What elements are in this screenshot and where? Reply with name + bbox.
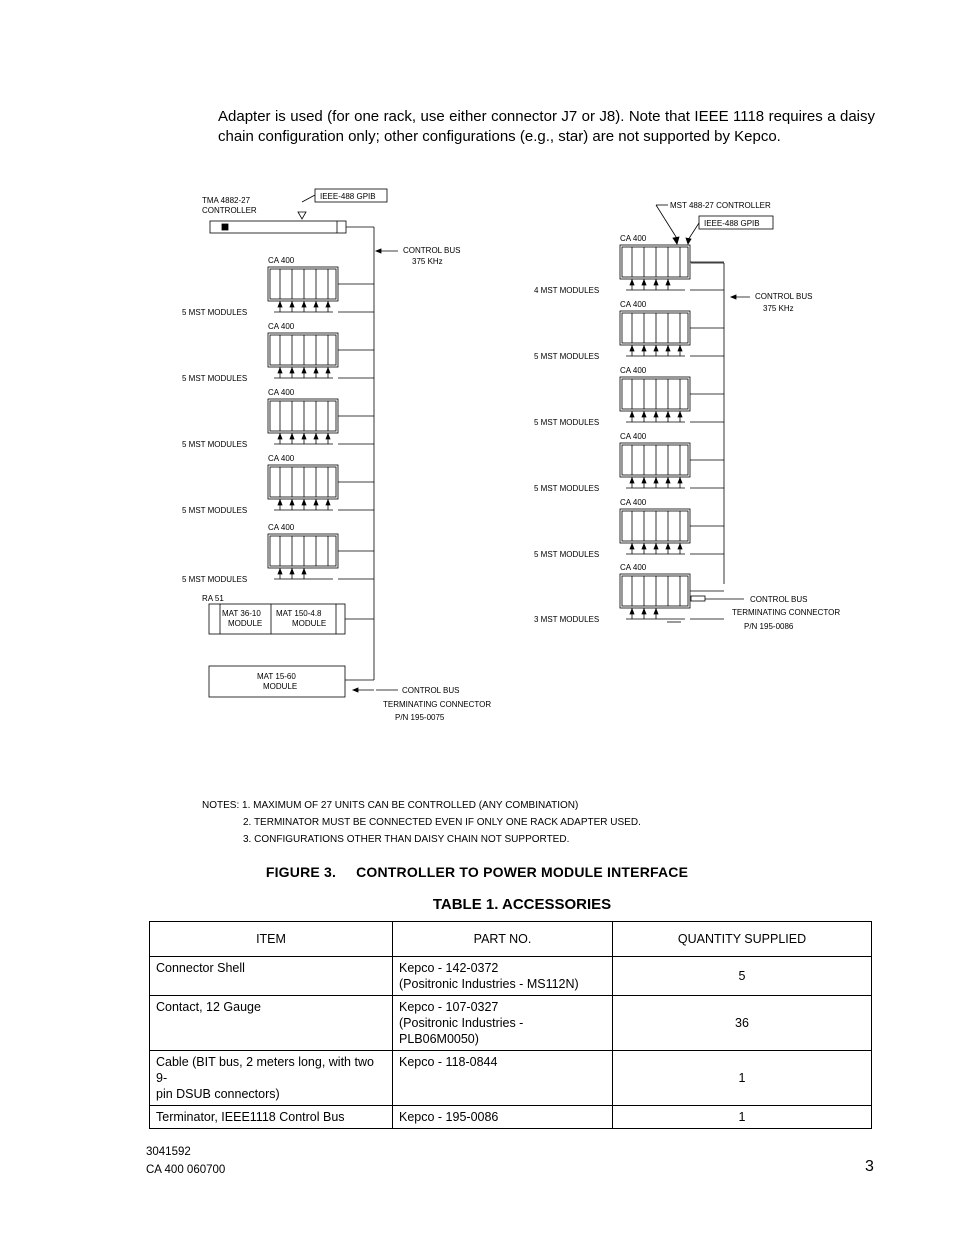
qty-cell: 5 <box>613 957 872 996</box>
page-number: 3 <box>865 1158 874 1175</box>
table-row <box>150 957 872 996</box>
item-cell: Cable (BIT bus, 2 meters long, with two 9- pin DSUB connectors) <box>150 1051 393 1106</box>
ca400-rack <box>268 534 338 568</box>
item-cell: Terminator, IEEE1118 Control Bus <box>150 1106 393 1129</box>
ca400-rack <box>620 509 690 543</box>
right-term-1: CONTROL BUS <box>750 595 808 604</box>
table-header-row <box>150 922 872 957</box>
mst-modules-label: 4 MST MODULES <box>534 286 600 295</box>
mat-c-1: MAT 15-60 <box>257 672 296 681</box>
left-control-bus-2: 375 KHz <box>412 257 443 266</box>
ca400-label: CA 400 <box>268 523 295 532</box>
mst-modules-label: 3 MST MODULES <box>534 615 600 624</box>
left-controller-label-1: TMA 4882-27 <box>202 196 251 205</box>
mst-modules-label: 5 MST MODULES <box>182 308 248 317</box>
header-qty: QUANTITY SUPPLIED <box>613 922 872 957</box>
table-row <box>150 996 872 1051</box>
note-1: NOTES: 1. MAXIMUM OF 27 UNITS CAN BE CONTROLLED (ANY COMBINATION) <box>202 800 579 811</box>
left-term-2: TERMINATING CONNECTOR <box>383 700 492 709</box>
right-controller-label: MST 488-27 CONTROLLER <box>670 201 771 210</box>
ca400-rack <box>268 465 338 499</box>
part-cell: Kepco - 107-0327 (Positronic Industries - PLB06M0050) <box>393 996 613 1051</box>
mat-a-1: MAT 36-10 <box>222 609 261 618</box>
ca400-label: CA 400 <box>268 322 295 331</box>
left-diagram <box>182 189 491 722</box>
table-title: TABLE 1. ACCESSORIES <box>432 896 612 913</box>
right-control-bus-2: 375 KHz <box>763 304 794 313</box>
right-control-bus-1: CONTROL BUS <box>755 292 813 301</box>
figure-number: FIGURE 3. <box>265 864 337 880</box>
left-gpib-label: IEEE-488 GPIB <box>320 192 376 201</box>
mst-modules-label: 5 MST MODULES <box>182 506 248 515</box>
ca400-rack <box>620 443 690 477</box>
left-term-3: P/N 195-0075 <box>395 713 445 722</box>
right-term-2: TERMINATING CONNECTOR <box>732 608 841 617</box>
ca400-label: CA 400 <box>268 256 295 265</box>
ca400-rack <box>268 399 338 433</box>
mat-a-2: MODULE <box>228 619 263 628</box>
doc-revision: CA 400 060700 <box>146 1164 226 1176</box>
part-cell: Kepco - 142-0372 (Positronic Industries - MS112N) <box>393 957 613 996</box>
mst-modules-label: 5 MST MODULES <box>182 440 248 449</box>
mat-b-1: MAT 150-4.8 <box>276 609 322 618</box>
ca400-label: CA 400 <box>620 234 647 243</box>
left-term-1: CONTROL BUS <box>402 686 460 695</box>
accessories-table <box>149 921 872 1129</box>
ca400-label: CA 400 <box>620 366 647 375</box>
right-term-3: P/N 195-0086 <box>744 622 794 631</box>
left-control-bus-1: CONTROL BUS <box>403 246 461 255</box>
left-controller-label-2: CONTROLLER <box>202 206 257 215</box>
item-cell: Connector Shell <box>150 957 393 996</box>
figure-title: CONTROLLER TO POWER MODULE INTERFACE <box>356 864 689 880</box>
part-cell: Kepco - 118-0844 <box>393 1051 613 1106</box>
ca400-rack <box>268 333 338 367</box>
mst-modules-label: 5 MST MODULES <box>182 374 248 383</box>
figure-caption <box>0 864 954 880</box>
note-2: 2. TERMINATOR MUST BE CONNECTED EVEN IF ONLY ONE RACK ADAPTER USED. <box>243 817 641 828</box>
part-cell: Kepco - 195-0086 <box>393 1106 613 1129</box>
qty-cell: 1 <box>613 1051 872 1106</box>
left-ra-label: RA 51 <box>202 594 224 603</box>
ca400-rack <box>620 377 690 411</box>
doc-number: 3041592 <box>146 1146 191 1158</box>
ca400-label: CA 400 <box>268 454 295 463</box>
mst-modules-label: 5 MST MODULES <box>182 575 248 584</box>
right-diagram <box>534 201 840 631</box>
ca400-rack <box>268 267 338 301</box>
qty-cell: 1 <box>613 1106 872 1129</box>
header-part: PART NO. <box>393 922 613 957</box>
ca400-label: CA 400 <box>620 432 647 441</box>
note-3: 3. CONFIGURATIONS OTHER THAN DAISY CHAIN NOT SUPPORTED. <box>243 834 570 845</box>
ca400-rack <box>620 574 690 608</box>
left-gpib-arrow <box>298 212 306 219</box>
qty-cell: 36 <box>613 996 872 1051</box>
header-item: ITEM <box>150 922 393 957</box>
ca400-label: CA 400 <box>620 300 647 309</box>
mst-modules-label: 5 MST MODULES <box>534 550 600 559</box>
left-controller-box <box>210 221 346 233</box>
ca400-label: CA 400 <box>620 563 647 572</box>
mst-modules-label: 5 MST MODULES <box>534 418 600 427</box>
mat-c-2: MODULE <box>263 682 298 691</box>
ca400-label: CA 400 <box>620 498 647 507</box>
mst-modules-label: 5 MST MODULES <box>534 352 600 361</box>
table-row <box>150 1051 872 1106</box>
ca400-label: CA 400 <box>268 388 295 397</box>
item-cell: Contact, 12 Gauge <box>150 996 393 1051</box>
ca400-rack <box>620 245 690 279</box>
intro-paragraph: Adapter is used (for one rack, use either connector J7 or J8). Note that IEEE 1118 requires a daisy chain configuration only; other configurations (e.g., star) are not supported by Kepco. <box>218 108 875 145</box>
mat-b-2: MODULE <box>292 619 327 628</box>
ca400-rack <box>620 311 690 345</box>
right-gpib-label: IEEE-488 GPIB <box>704 219 760 228</box>
table-row <box>150 1106 872 1129</box>
mst-modules-label: 5 MST MODULES <box>534 484 600 493</box>
